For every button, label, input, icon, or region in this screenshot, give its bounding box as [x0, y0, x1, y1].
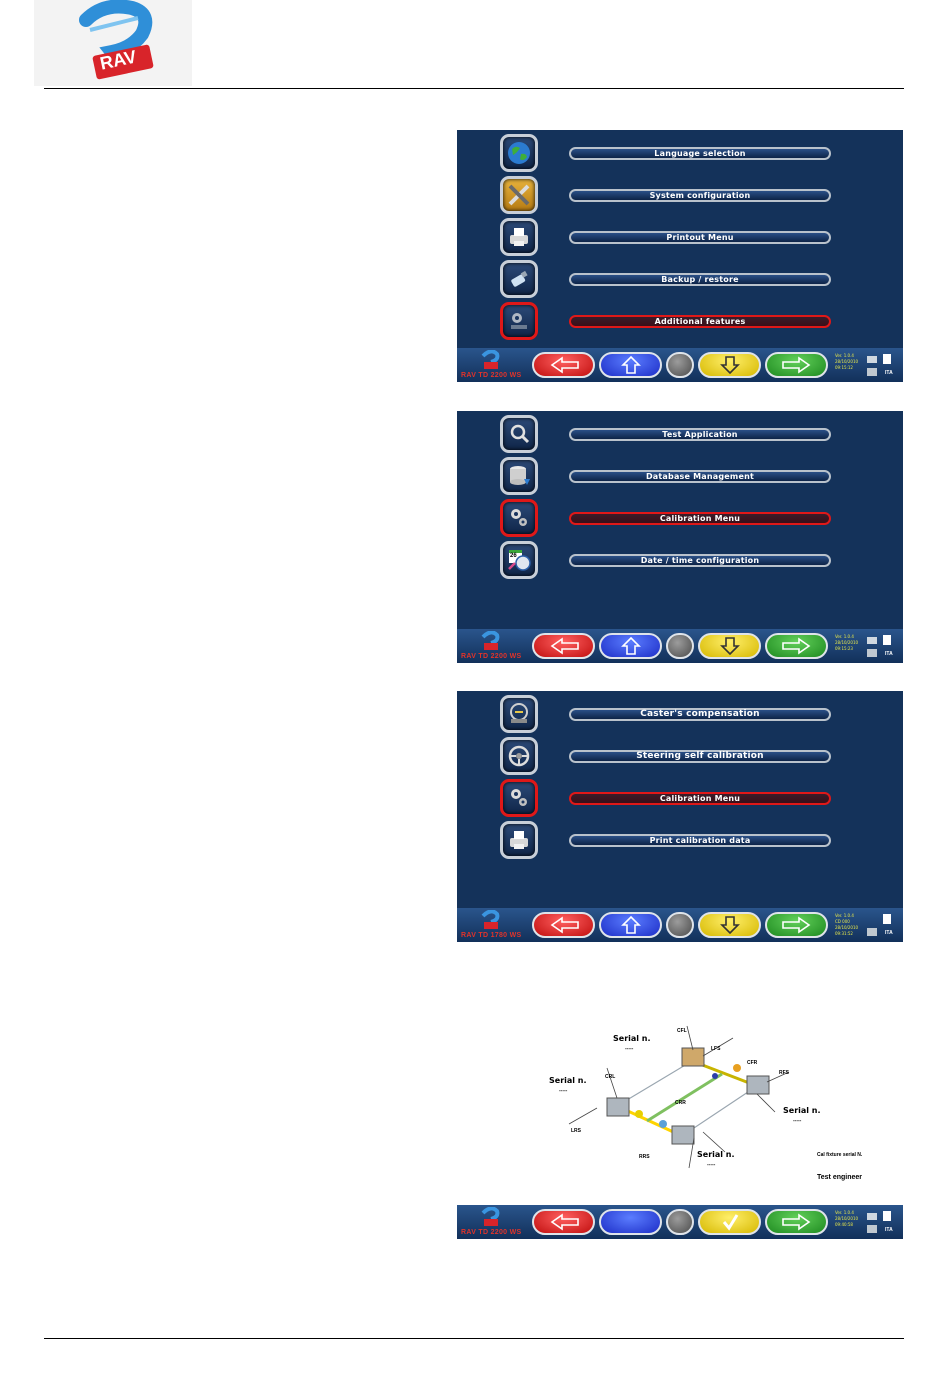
- language-code: ITA: [885, 1227, 893, 1233]
- serial-label-top: Serial n.: [613, 1034, 651, 1043]
- globe-icon[interactable]: [500, 134, 538, 172]
- serial-value-left: -----: [559, 1088, 568, 1094]
- sensor-tag-cfl: CFL: [677, 1028, 687, 1034]
- right-arrow-button[interactable]: [765, 352, 828, 378]
- menu-row-additional[interactable]: [457, 300, 903, 342]
- menu-row-language[interactable]: [457, 132, 903, 174]
- language-code: ITA: [885, 651, 893, 657]
- left-arrow-button[interactable]: [532, 1209, 595, 1235]
- sensor-tag-rfs: RFS: [779, 1070, 789, 1076]
- language-selection-button[interactable]: Language selection: [569, 147, 831, 160]
- calendar-day: 26: [510, 553, 517, 559]
- version-text: Ver. 1.0.4: [835, 353, 854, 358]
- version-info: [835, 1210, 858, 1228]
- language-code: ITA: [885, 930, 893, 936]
- print-calibration-data-button[interactable]: Print calibration data: [569, 834, 831, 847]
- time-text: 09:31:52: [835, 931, 853, 936]
- sensor-tag-rrs: RRS: [639, 1154, 650, 1160]
- date-text: 28/10/2010: [835, 925, 859, 930]
- bottom-nav-bar: [457, 629, 903, 663]
- language-code: ITA: [885, 370, 893, 376]
- center-button[interactable]: [666, 912, 694, 938]
- menu-screen-calibration: [457, 691, 903, 911]
- time-text: 09:15:23: [835, 646, 853, 651]
- serial-label-right: Serial n.: [783, 1106, 821, 1115]
- date-text: 28/10/2010: [835, 359, 859, 364]
- serial-value-top: -----: [625, 1046, 634, 1052]
- system-configuration-button[interactable]: System configuration: [569, 189, 831, 202]
- menu-row-print-calibration[interactable]: [457, 819, 903, 861]
- menu-screen-main: [457, 130, 903, 350]
- menu-row-calibration[interactable]: [457, 497, 903, 539]
- left-arrow-button[interactable]: [532, 352, 595, 378]
- center-button[interactable]: [666, 1209, 694, 1235]
- serial-label-left: Serial n.: [549, 1076, 587, 1085]
- test-application-button[interactable]: Test Application: [569, 428, 831, 441]
- version-info: [835, 913, 858, 937]
- header-rule: [44, 88, 904, 89]
- model-label: RAV TD 2200 WS: [461, 372, 522, 379]
- up-arrow-button[interactable]: [599, 912, 662, 938]
- printout-menu-button[interactable]: Printout Menu: [569, 231, 831, 244]
- serial-value-right: -----: [793, 1118, 802, 1124]
- fixture-serial-label: Cal fixture serial N.: [817, 1152, 863, 1158]
- time-text: 09:40:58: [835, 1222, 853, 1227]
- logo-text: RAV: [98, 46, 139, 74]
- date-time-configuration-button[interactable]: Date / time configuration: [569, 554, 831, 567]
- model-label: RAV TD 2200 WS: [461, 1229, 522, 1236]
- date-text: 28/10/2010: [835, 640, 859, 645]
- menu-row-database[interactable]: [457, 455, 903, 497]
- model-label: RAV TD 2200 WS: [461, 653, 522, 660]
- right-arrow-button[interactable]: [765, 1209, 828, 1235]
- steering-self-calibration-button[interactable]: Steering self calibration: [569, 750, 831, 763]
- printer-icon[interactable]: [500, 821, 538, 859]
- date-text: 28/10/2010: [835, 1216, 859, 1221]
- bottom-nav-bar: [457, 348, 903, 382]
- rav-logo-icon: [479, 1207, 503, 1229]
- version-info: [835, 353, 858, 371]
- sensor-tag-crr: CRR: [675, 1100, 686, 1106]
- database-management-button[interactable]: Database Management: [569, 470, 831, 483]
- calibration-fixture-diagram: [457, 986, 903, 1204]
- extra-text: CD 000: [835, 919, 850, 924]
- version-text: Ver. 1.0.4: [835, 634, 854, 639]
- down-arrow-button[interactable]: [698, 352, 761, 378]
- right-arrow-button[interactable]: [765, 912, 828, 938]
- sensor-tag-lrs: LRS: [571, 1128, 581, 1134]
- confirm-button[interactable]: [698, 1209, 761, 1235]
- test-engineer-label: Test engineer: [817, 1174, 862, 1181]
- backup-restore-button[interactable]: Backup / restore: [569, 273, 831, 286]
- sensor-tag-cfr: CFR: [747, 1060, 758, 1066]
- down-arrow-button[interactable]: [698, 633, 761, 659]
- menu-row-printout[interactable]: [457, 216, 903, 258]
- database-icon[interactable]: [500, 457, 538, 495]
- magnifier-icon[interactable]: [500, 415, 538, 453]
- usb-drive-icon[interactable]: [500, 260, 538, 298]
- left-arrow-button[interactable]: [532, 633, 595, 659]
- rav-logo-icon: [479, 910, 503, 932]
- menu-row-backup[interactable]: [457, 258, 903, 300]
- model-label: RAV TD 1780 WS: [461, 932, 522, 939]
- serial-label-bottom: Serial n.: [697, 1150, 735, 1159]
- time-text: 09:15:12: [835, 365, 853, 370]
- center-button[interactable]: [666, 352, 694, 378]
- calendar-clock-icon[interactable]: [500, 541, 538, 579]
- menu-row-steering[interactable]: [457, 735, 903, 777]
- serial-value-bottom: -----: [707, 1162, 716, 1168]
- right-arrow-button[interactable]: [765, 633, 828, 659]
- version-text: Ver. 1.0.4: [835, 1210, 854, 1215]
- calibration-menu-button[interactable]: Calibration Menu: [569, 792, 831, 805]
- calibration-menu-button[interactable]: Calibration Menu: [569, 512, 831, 525]
- menu-row-caster[interactable]: [457, 693, 903, 735]
- casters-compensation-button[interactable]: Caster's compensation: [569, 708, 831, 721]
- caster-icon[interactable]: [500, 695, 538, 733]
- center-button[interactable]: [666, 633, 694, 659]
- additional-features-button[interactable]: Additional features: [569, 315, 831, 328]
- steering-wheel-icon[interactable]: [500, 737, 538, 775]
- sensor-tag-crl: CRL: [605, 1074, 616, 1080]
- printer-icon[interactable]: [500, 218, 538, 256]
- version-info: [835, 634, 858, 652]
- up-arrow-button[interactable]: [599, 633, 662, 659]
- left-arrow-button[interactable]: [532, 912, 595, 938]
- menu-screen-additional: [457, 411, 903, 631]
- rav-logo-icon: [479, 350, 503, 372]
- menu-row-test[interactable]: [457, 413, 903, 455]
- gear-car-icon[interactable]: [500, 302, 538, 340]
- bottom-nav-bar: [457, 908, 903, 942]
- menu-row-datetime[interactable]: [457, 539, 903, 581]
- bottom-nav-bar: [457, 1205, 903, 1239]
- vehicle-fixture-drawing: [457, 986, 903, 1204]
- menu-row-system[interactable]: [457, 174, 903, 216]
- version-text: Ver. 1.0.4: [835, 913, 854, 918]
- rav-logo-icon: [479, 631, 503, 653]
- down-arrow-button[interactable]: [698, 912, 761, 938]
- tools-icon[interactable]: [500, 176, 538, 214]
- company-logo: [34, 0, 192, 86]
- footer-rule: [44, 1338, 904, 1339]
- up-arrow-button[interactable]: [599, 352, 662, 378]
- menu-row-calibration[interactable]: [457, 777, 903, 819]
- gears-icon[interactable]: [500, 779, 538, 817]
- gears-icon[interactable]: [500, 499, 538, 537]
- blank-blue-button[interactable]: [599, 1209, 662, 1235]
- sensor-tag-lfs: LFS: [711, 1046, 721, 1052]
